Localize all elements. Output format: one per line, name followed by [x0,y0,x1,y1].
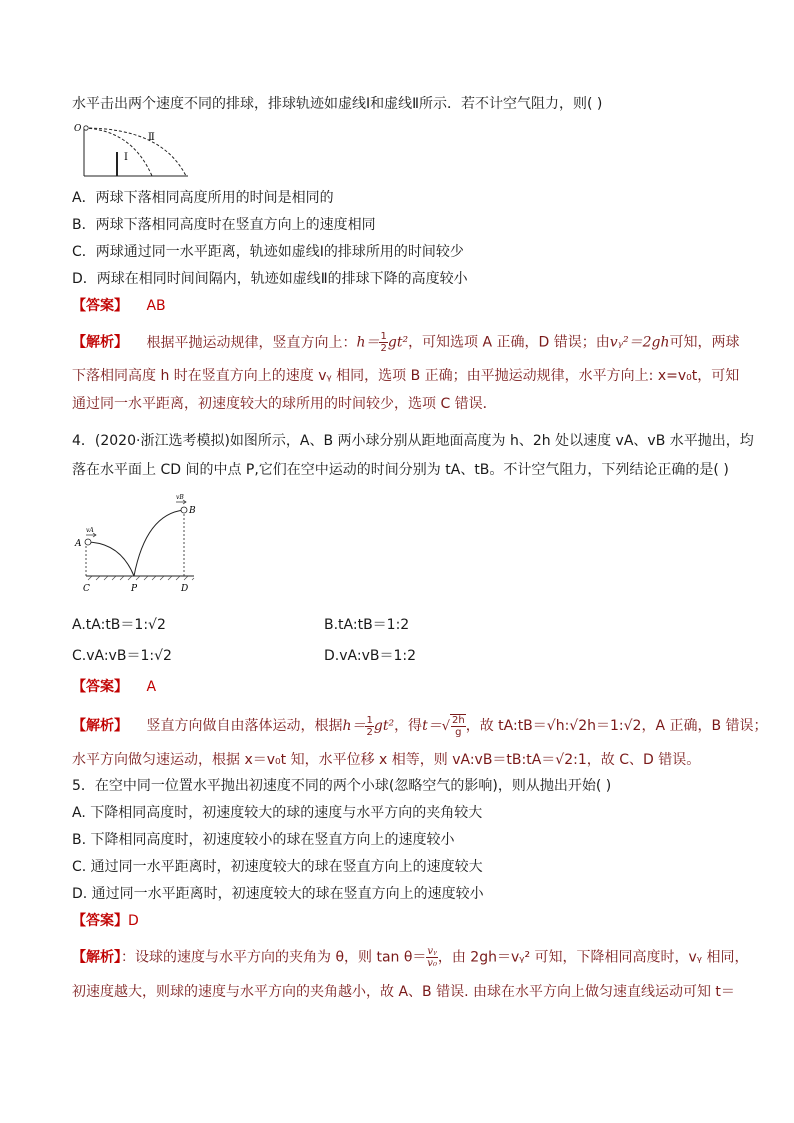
q4-option-c: C.vA:vB＝1:√2 [72,648,172,664]
q3-answer-value: AB [146,298,166,314]
q4-figure-label-b: B [189,506,196,516]
q4-explanation-text-1a: 竖直方向做自由落体运动，根据 [146,718,343,734]
q4-figure-label-vb: vB [176,494,184,501]
q4-math-t: t＝ [422,718,442,734]
q5-option-a: A. 下降相同高度时，初速度较大的球的速度与水平方向的夹角较大 [72,805,483,821]
q4-explanation-text-1b: ，得 [394,718,423,734]
q5-frac-den: v₀ [427,958,437,969]
q4-option-b: B.tA:tB＝1:2 [324,617,410,633]
q4-frac-den: 2 [366,726,373,738]
q5-explanation-text-1a: ：设球的速度与水平方向的夹角为 θ，则 tan θ＝ [121,949,427,966]
q5-explanation-line-2: 初速度越大，则球的速度与水平方向的夹角越小，故 A、B 错误. 由球在水平方向上做匀速直线运动可知 t＝ [72,984,735,1000]
q3-option-d: D．两球在相同时间间隔内，轨迹如虚线Ⅱ的排球下降的高度较小 [72,271,468,287]
q3-explanation-text-1c: 可知，两球 [669,334,740,351]
q4-math-half [365,715,373,738]
q3-explanation-line-3: 通过同一水平距离，初速度较大的球所用的时间较少，选项 C 错误． [72,396,497,412]
q5-option-b: B. 下降相同高度时，初速度较小的球在竖直方向上的速度较小 [72,832,455,848]
q3-figure-label-ii: Ⅱ [148,132,155,143]
q4-option-d: D.vA:vB＝1:2 [324,648,416,664]
q4-figure-label-d: D [181,584,189,594]
q3-math-h: h＝ [356,334,380,351]
q5-option-c: C. 通过同一水平距离时，初速度较大的球在竖直方向上的速度较大 [72,859,483,875]
q3-figure-label-i: Ⅰ [124,152,128,163]
q3-math-half [379,331,387,354]
q4-figure-label-va: vA [86,527,94,534]
q4-math-sqrt-sign: √ [441,719,450,734]
q5-frac-num: vᵧ [427,946,437,957]
q5-answer-value: D [128,913,139,929]
q3-option-b: B．两球下落相同高度时在竖直方向上的速度相同 [72,217,376,233]
q3-stem: 水平击出两个速度不同的排球，排球轨迹如虚线Ⅰ和虚线Ⅱ所示．若不计空气阻力，则( ) [72,96,603,112]
q4-answer-label: 【答案】 [72,679,128,695]
q4-math-gt2: gt² [373,718,395,734]
q3-frac-num: 1 [380,331,387,342]
q3-math-vy2: vᵧ²＝2gh [609,334,670,351]
q4-frac-num: 1 [366,714,373,726]
q3-answer-label: 【答案】 [72,298,128,314]
q3-figure [72,118,192,180]
q4-answer-row [72,677,156,697]
q3-option-c: C．两球通过同一水平距离，轨迹如虚线Ⅰ的排球所用的时间较少 [72,244,464,260]
q4-explanation-label: 【解析】 [72,718,128,734]
q5-answer-row [72,911,139,931]
q5-math-vy-over-v0 [426,946,437,969]
q3-explanation-text-1b: ，可知选项 A 正确，D 错误；由 [408,334,610,351]
q4-explanation-line-1 [72,714,768,738]
q4-math-h: h＝ [342,718,366,734]
q4-option-a: A.tA:tB＝1:√2 [72,617,166,633]
q5-option-d: D. 通过同一水平距离时，初速度较大的球在竖直方向上的速度较小 [72,886,484,902]
q4-figure-label-c: C [83,584,90,594]
q3-answer-row [72,296,166,316]
q4-explanation-text-1c: ，故 tA:tB＝√h:√2h＝1:√2，A 正确，B 错误； [465,718,768,734]
q5-answer-label: 【答案】 [72,913,128,929]
q3-explanation-line-1 [72,331,739,354]
q4-figure [72,488,212,598]
q4-figure-label-a: A [75,539,82,549]
q4-sqrt-den: g [455,727,462,738]
q3-explanation-text-1a: 根据平抛运动规律，竖直方向上： [146,334,357,351]
q5-explanation-text-1b: ，由 2gh＝vᵧ² 可知，下降相同高度时，vᵧ 相同， [437,949,749,966]
q4-answer-value: A [146,679,157,695]
q4-stem-line-1: 4．(2020·浙江选考模拟)如图所示，A、B 两小球分别从距地面高度为 h、2h 处以速度 vA、vB 水平抛出，均 [72,433,754,449]
q3-figure-o-label: O [74,124,82,134]
q4-sqrt-num: 2h [452,715,465,726]
q5-stem: 5．在空中同一位置水平抛出初速度不同的两个小球(忽略空气的影响)，则从抛出开始( ) [72,778,612,794]
q4-stem-line-2: 落在水平面上 CD 间的中点 P,它们在空中运动的时间分别为 tA、tB。不计空气阻力，下列结论正确的是( ) [72,462,729,478]
q4-math-sqrt [450,714,466,738]
q4-explanation-line-2: 水平方向做匀速运动，根据 x＝v₀t 知，水平位移 x 相等，则 vA:vB＝tB:tA＝√2:1，故 C、D 错误。 [72,752,701,768]
q3-explanation-line-2: 下落相同高度 h 时在竖直方向上的速度 vᵧ 相同，选项 B 正确；由平抛运动规律，水平方向上: x=v₀t，可知 [72,368,740,384]
q5-explanation-label: 【解析】 [72,949,121,966]
q4-figure-label-p: P [131,584,138,594]
q3-explanation-label: 【解析】 [72,334,128,351]
q5-explanation-line-1 [72,946,748,969]
q3-option-a: A．两球下落相同高度所用的时间是相同的 [72,190,334,206]
q3-frac-den: 2 [380,343,387,354]
q3-math-gt2: gt² [387,334,409,351]
